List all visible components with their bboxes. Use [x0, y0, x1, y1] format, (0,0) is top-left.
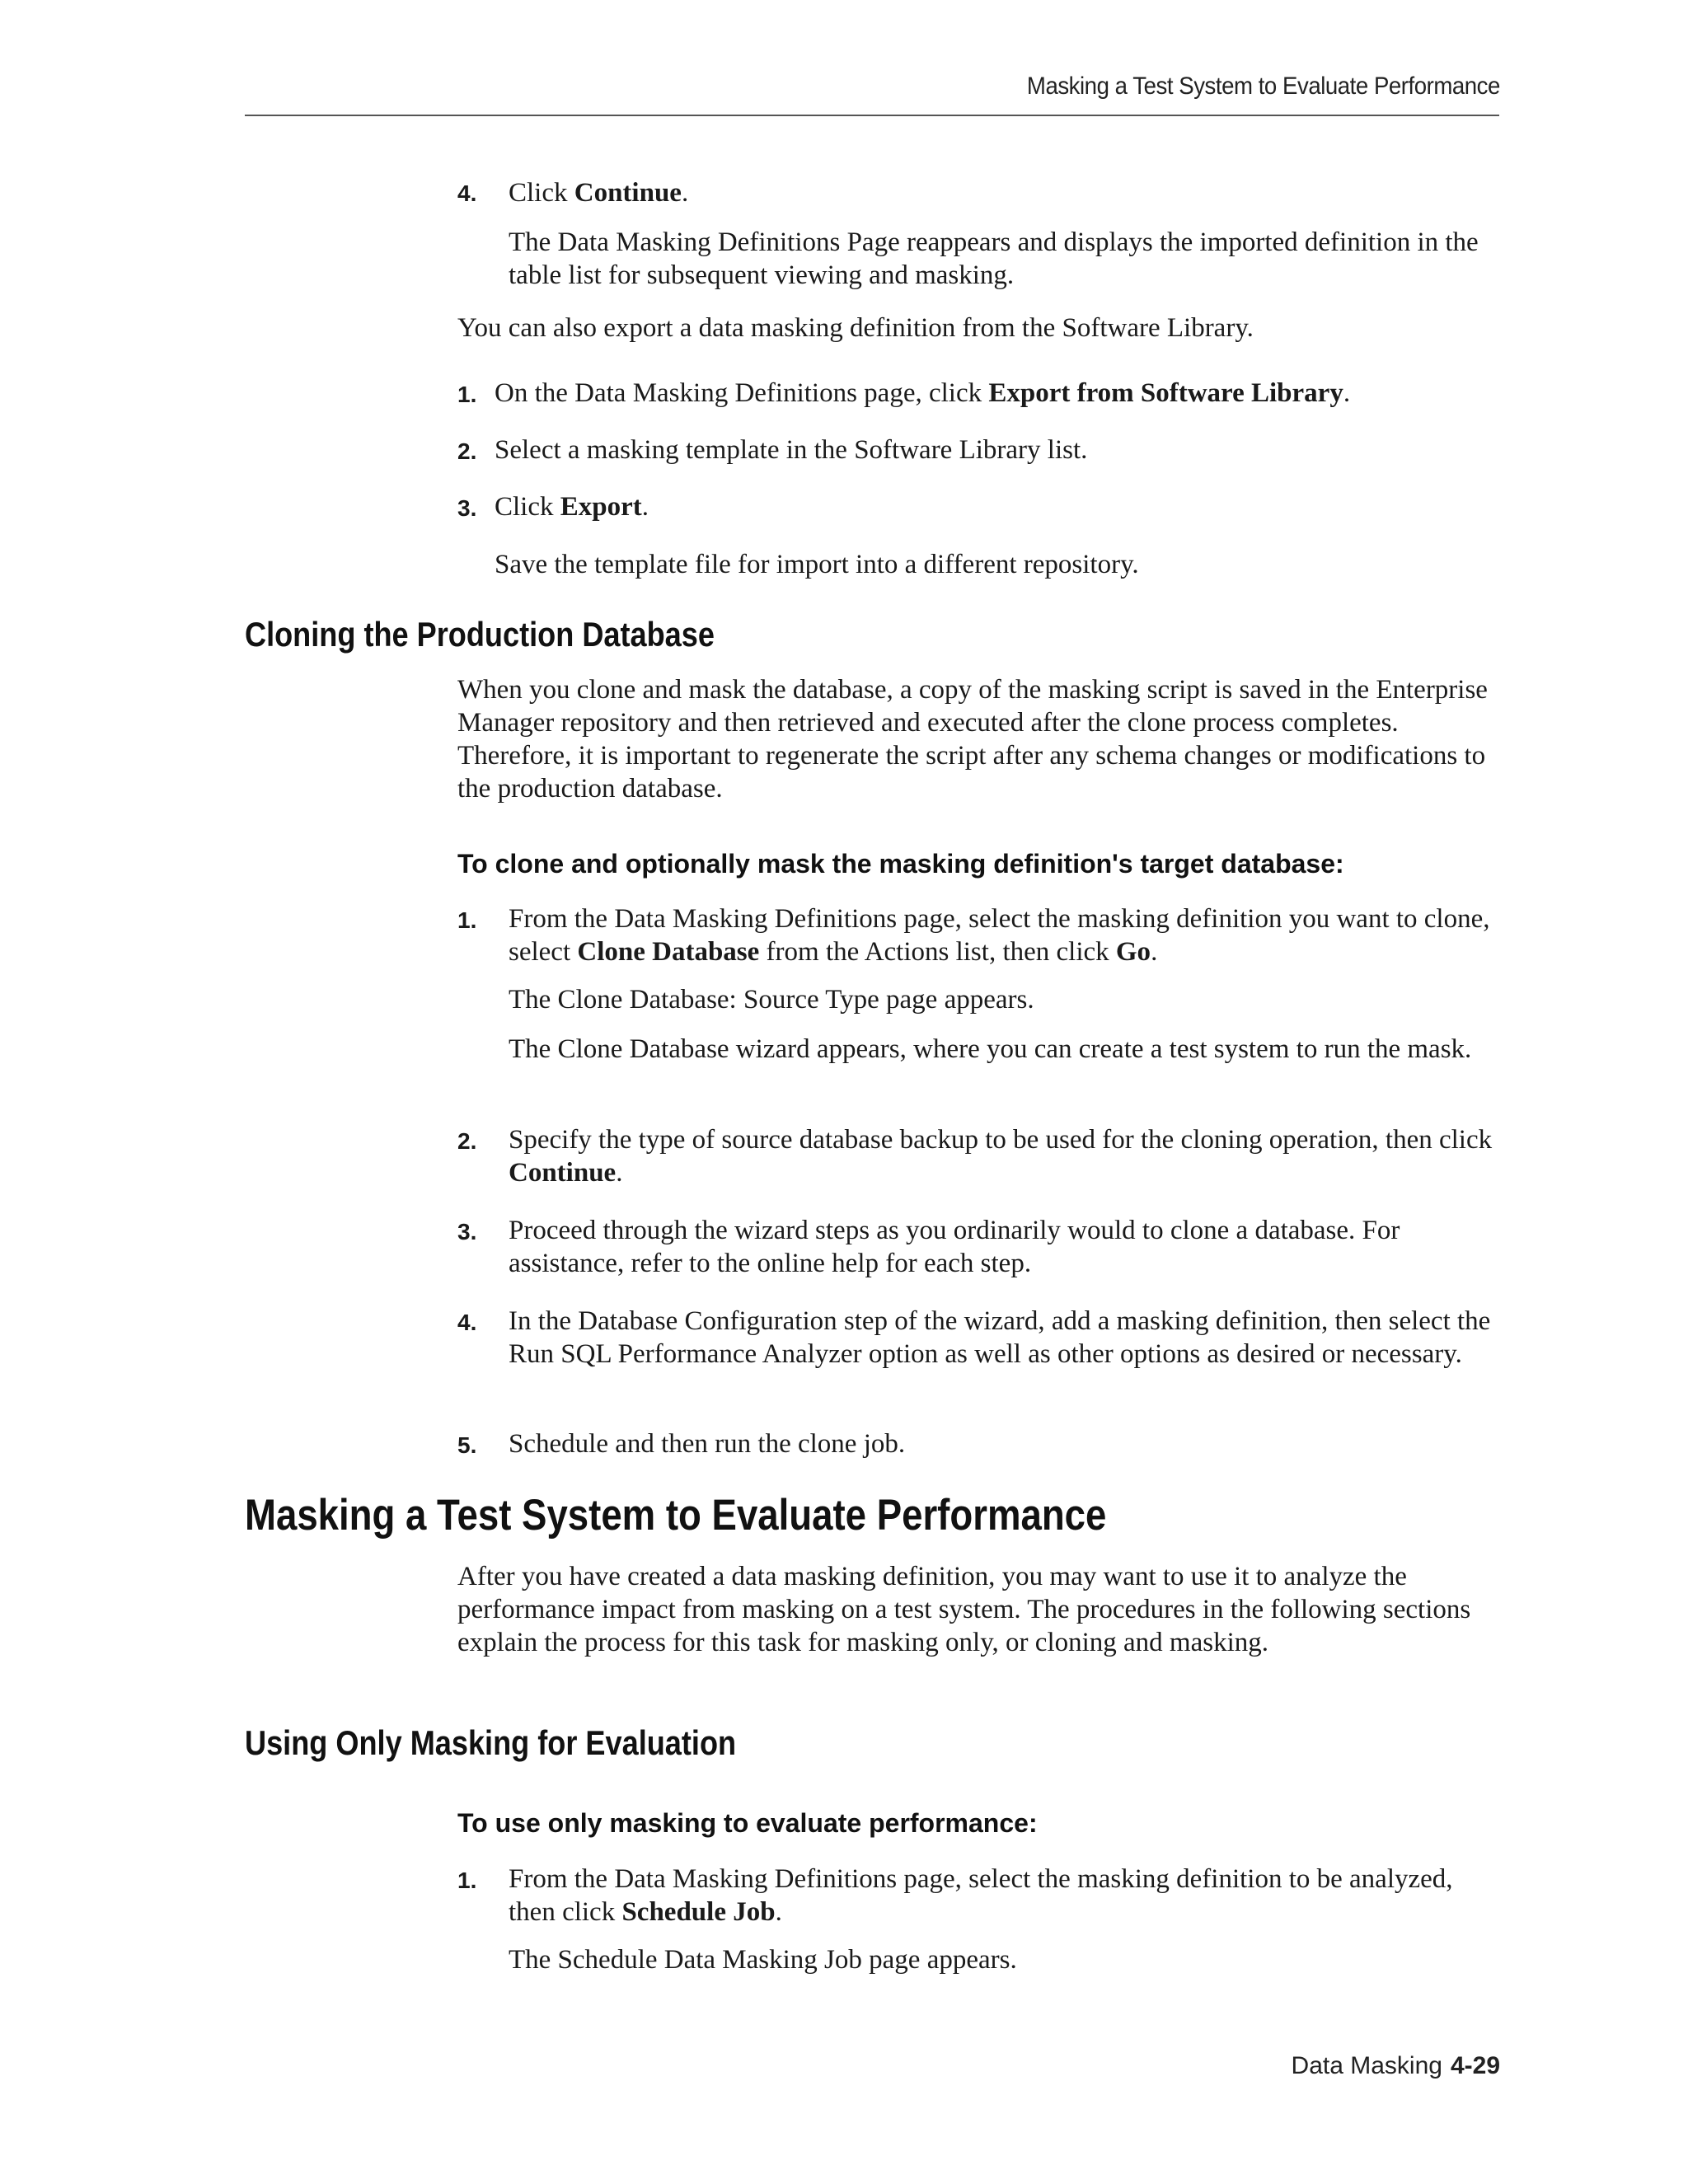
clone-step-5: Schedule and then run the clone job. [509, 1429, 906, 1459]
step-number: 1. [457, 382, 477, 407]
step-number: 3. [457, 1219, 477, 1244]
footer-chapter: Data Masking [1291, 2052, 1442, 2079]
page-number: 4-29 [1450, 2052, 1500, 2079]
cloning-intro: When you clone and mask the database, a copy of the masking script is saved in the Enterprise Manager repository and then retrieved and executed after the clone process completes. Therefore, it is important to regenerate the script after any schema changes or modifications to the production database. [457, 675, 1488, 804]
section-heading-only-masking: Using Only Masking for Evaluation [245, 1723, 737, 1762]
export-intro: You can also export a data masking definition from the Software Library. [457, 313, 1254, 343]
clone-step-1-note-1: The Clone Database: Source Type page appears. [509, 985, 1034, 1015]
ui-term-go: Go [1115, 937, 1151, 967]
masking-test-intro: After you have created a data masking definition, you may want to use it to analyze the performance impact from masking on a test system. The procedures in the following sections explain the process for this task for masking only, or cloning and masking. [457, 1562, 1471, 1657]
ui-term-schedule-job: Schedule Job [621, 1897, 776, 1927]
export-result: Save the template file for import into a different repository. [495, 550, 1139, 579]
export-step-3: Click Export. [495, 492, 649, 522]
step-number: 1. [457, 1868, 477, 1893]
step-number: 3. [457, 495, 477, 521]
procedure-title-clone: To clone and optionally mask the masking definition's target database: [457, 849, 1344, 879]
running-header: Masking a Test System to Evaluate Performance [1027, 73, 1500, 100]
page-footer [1292, 2052, 1500, 2080]
clone-step-4: In the Database Configuration step of the wizard, add a masking definition, then select the Run SQL Performance Analyzer option as well as other options as desired or necessary. [509, 1306, 1491, 1369]
ui-term-continue: Continue [574, 178, 682, 208]
step-number: 1. [457, 907, 477, 933]
step-4-text: Click Continue. [509, 178, 689, 208]
export-step-1: On the Data Masking Definitions page, click Export from Software Library. [495, 378, 1351, 408]
ui-term-continue: Continue [509, 1158, 617, 1188]
ui-term-export-from-software-library: Export from Software Library [988, 378, 1343, 408]
export-step-2: Select a masking template in the Software Library list. [495, 435, 1088, 465]
clone-step-1: From the Data Masking Definitions page, select the masking definition you want to clone, select Clone Database from the Actions list, then click Go. [509, 904, 1490, 967]
ui-term-export: Export [560, 492, 642, 522]
header-rule [245, 115, 1499, 116]
step-number: 4. [457, 1310, 477, 1335]
step-number: 2. [457, 438, 477, 464]
step-4-result: The Data Masking Definitions Page reappears and displays the imported definition in the table list for subsequent viewing and masking. [509, 227, 1479, 290]
ui-term-clone-database: Clone Database [577, 937, 760, 967]
clone-step-2: Specify the type of source database backup to be used for the cloning operation, then click Continue. [509, 1125, 1493, 1188]
step-number: 5. [457, 1432, 477, 1458]
only-masking-step-1-note: The Schedule Data Masking Job page appears. [509, 1945, 1017, 1975]
chapter-section-heading: Masking a Test System to Evaluate Performance [245, 1491, 1107, 1540]
only-masking-step-1: From the Data Masking Definitions page, select the masking definition to be analyzed, then click Schedule Job. [509, 1864, 1453, 1927]
section-heading-cloning: Cloning the Production Database [245, 615, 715, 654]
step-number: 4. [457, 180, 477, 206]
clone-step-1-note-2: The Clone Database wizard appears, where you can create a test system to run the mask. [509, 1034, 1472, 1064]
step-number: 2. [457, 1128, 477, 1154]
procedure-title-only-masking: To use only masking to evaluate performance: [457, 1808, 1038, 1838]
clone-step-3: Proceed through the wizard steps as you ordinarily would to clone a database. For assistance, refer to the online help for each step. [509, 1216, 1400, 1278]
